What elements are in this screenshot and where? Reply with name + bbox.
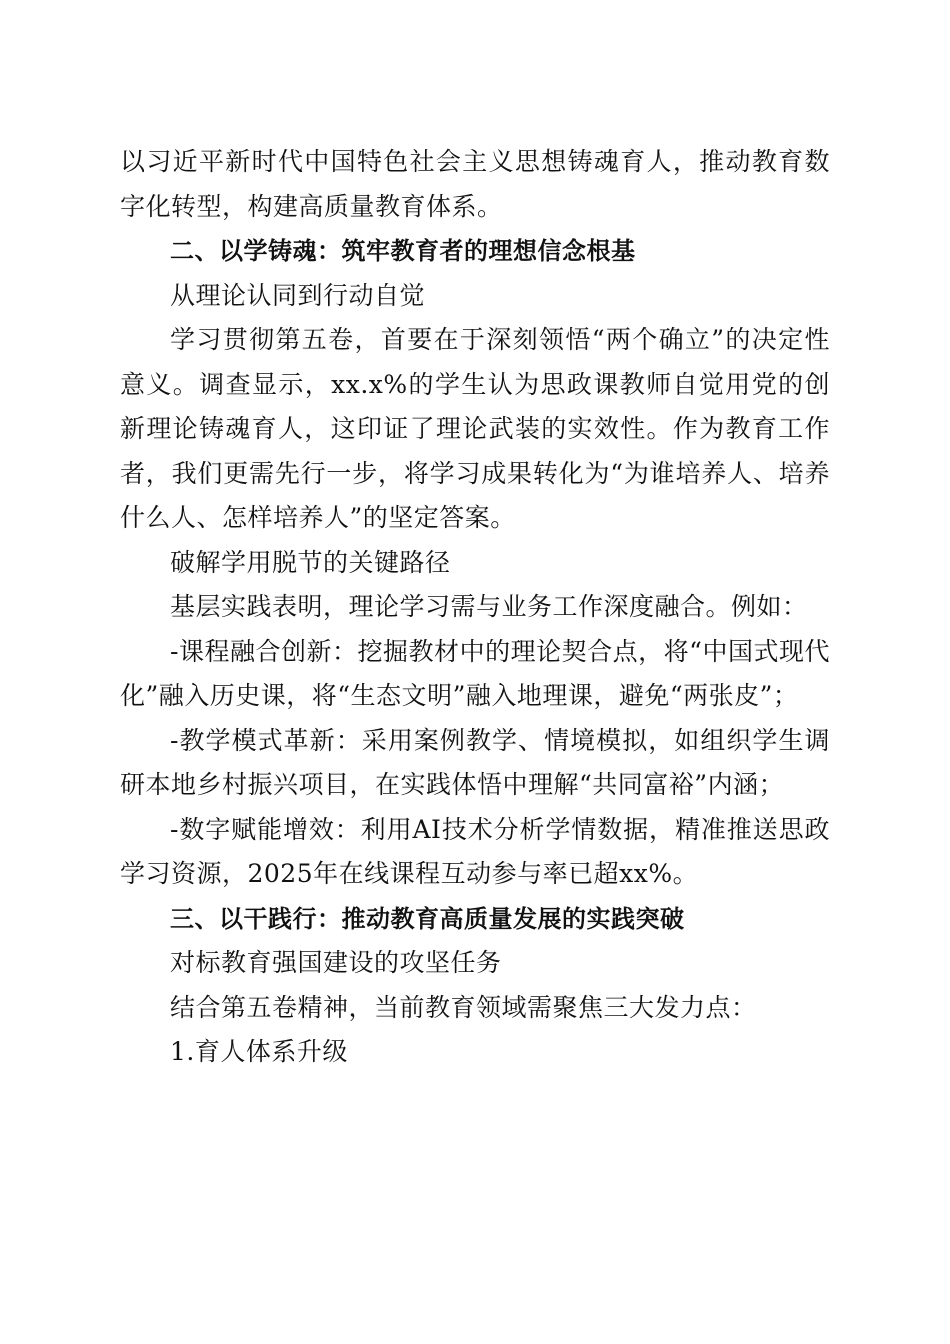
- intro-continuation-paragraph: 以习近平新时代中国特色社会主义思想铸魂育人，推动教育数字化转型，构建高质量教育体系。: [120, 147, 830, 221]
- list-item-course-integration: -课程融合创新：挖掘教材中的理论契合点，将“中国式现代化”融入历史课，将“生态文明”融入地理课，避免“两张皮”；: [120, 636, 830, 710]
- section-2-subheading-1: 从理论认同到行动自觉: [170, 280, 426, 310]
- section-2-paragraph-1: 学习贯彻第五卷，首要在于深刻领悟“两个确立”的决定性意义。调查显示，xx.x%的学生认为思政课教师自觉用党的创新理论铸魂育人，这印证了理论武装的实效性。作为教育工作者，我们更需先行一步，将学习成果转化为“为谁培养人、培养什么人、怎样培养人”的坚定答案。: [120, 325, 830, 532]
- section-2-heading: 二、以学铸魂：筑牢教育者的理想信念根基: [170, 237, 636, 265]
- section-2-subheading-2: 破解学用脱节的关键路径: [170, 547, 451, 577]
- section-3-list-item-1: 1.育人体系升级: [170, 1037, 348, 1066]
- section-3-subheading-1: 对标教育强国建设的攻坚任务: [170, 948, 502, 977]
- document-body: [120, 140, 830, 1075]
- section-2-paragraph-2: 基层实践表明，理论学习需与业务工作深度融合。例如：: [170, 592, 808, 621]
- list-item-teaching-mode: -教学模式革新：采用案例教学、情境模拟，如组织学生调研本地乡村振兴项目，在实践体悟中理解“共同富裕”内涵；: [120, 725, 830, 799]
- section-3-heading: 三、以干践行：推动教育高质量发展的实践突破: [170, 904, 685, 933]
- section-3-paragraph-1: 结合第五卷精神，当前教育领域需聚焦三大发力点：: [170, 992, 757, 1022]
- list-item-digital-empowerment: -数字赋能增效：利用AI技术分析学情数据，精准推送思政学习资源，2025年在线课程互动参与率已超xx%。: [120, 814, 830, 888]
